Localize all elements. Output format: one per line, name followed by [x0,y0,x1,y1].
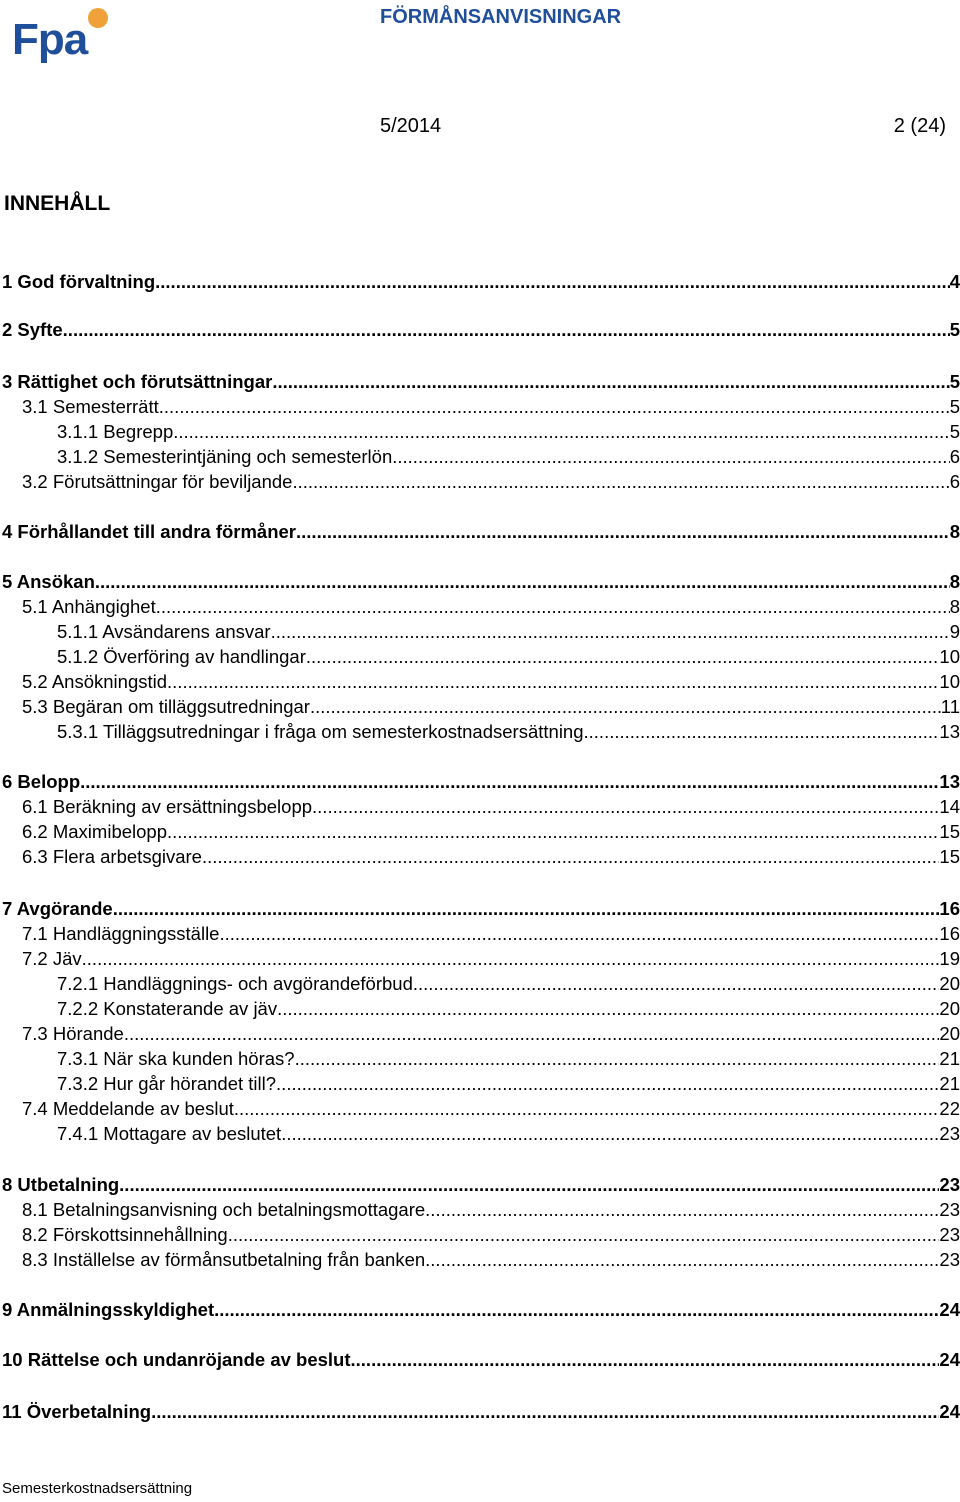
toc-entry-page: 9 [949,621,960,642]
toc-entry-title: 7.3.2 Hur går hörandet till? [57,1073,277,1094]
toc-entry[interactable] [0,845,960,869]
toc-entry-title: 5.3.1 Tilläggsutredningar i fråga om semesterkostnadsersättning [57,721,584,742]
toc-leader-dots [214,1298,939,1322]
document-date: 5/2014 [380,115,442,137]
toc-entry[interactable] [0,1097,960,1121]
toc-leader-dots [295,1047,940,1071]
toc-entry[interactable] [0,1198,960,1222]
toc-leader-dots [219,922,939,946]
toc-leader-dots [202,845,939,869]
toc-entry-page: 21 [939,1073,960,1094]
toc-leader-dots [155,270,950,294]
toc-entry-title: 6.2 Maximibelopp [22,821,167,842]
toc-entry-page: 20 [939,1023,960,1044]
toc-leader-dots [277,997,939,1021]
toc-entry[interactable] [0,947,960,971]
toc-entry-title: 7.2 Jäv [22,948,82,969]
toc-leader-dots [271,620,950,644]
toc-entry[interactable] [0,720,960,744]
toc-entry-page: 21 [939,1048,960,1069]
toc-leader-dots [124,1022,940,1046]
toc-leader-dots [167,820,939,844]
toc-leader-dots [159,395,950,419]
footer-text: Semesterkostnadsersättning [2,1480,193,1497]
toc-entry-title: 3.2 Förutsättningar för beviljande [22,471,293,492]
toc-entry-page: 16 [939,898,960,919]
toc-entry[interactable] [0,645,960,669]
toc-entry-page: 22 [939,1098,960,1119]
toc-entry[interactable] [0,1072,960,1096]
toc-entry-title: 3.1.1 Begrepp [57,421,174,442]
toc-entry[interactable] [0,1298,960,1322]
toc-entry-title: 6.3 Flera arbetsgivare [22,846,202,867]
toc-entry-page: 23 [939,1123,960,1144]
toc-entry-title: 9 Anmälningsskyldighet [2,1299,215,1320]
toc-leader-dots [156,595,950,619]
toc-entry-page: 23 [939,1199,960,1220]
toc-entry-page: 24 [939,1349,960,1370]
toc-entry-page: 8 [949,521,960,542]
toc-leader-dots [228,1223,940,1247]
toc-entry[interactable] [0,1022,960,1046]
toc-entry-title: 8.1 Betalningsanvisning och betalningsmottagare [22,1199,426,1220]
toc-entry-page: 5 [949,396,960,417]
toc-entry[interactable] [0,1173,960,1197]
toc-entry-title: 10 Rättelse och undanröjande av beslut [2,1349,351,1370]
toc-entry-title: 2 Syfte [2,319,63,340]
toc-entry-page: 5 [949,319,960,340]
toc-leader-dots [95,570,950,594]
toc-entry[interactable] [0,795,960,819]
toc-leader-dots [392,445,949,469]
toc-entry-page: 24 [939,1401,960,1422]
toc-entry-title: 7 Avgörande [2,898,113,919]
toc-entry-title: 5.1.1 Avsändarens ansvar [57,621,271,642]
toc-entry-title: 6 Belopp [2,771,81,792]
toc-entry-title: 8.2 Förskottsinnehållning [22,1224,228,1245]
toc-entry[interactable] [0,670,960,694]
toc-entry-page: 11 [940,696,960,717]
toc-entry[interactable] [0,997,960,1021]
toc-leader-dots [292,470,949,494]
toc-heading: INNEHÅLL [4,192,111,215]
toc-entry-title: 4 Förhållandet till andra förmåner [2,521,297,542]
toc-entry-title: 7.2.1 Handläggnings- och avgörandeförbud [57,973,413,994]
toc-leader-dots [151,1400,939,1424]
toc-leader-dots [306,645,940,669]
toc-entry-page: 16 [939,923,960,944]
toc-entry[interactable] [0,972,960,996]
toc-entry[interactable] [0,445,960,469]
toc-leader-dots [272,370,949,394]
toc-entry[interactable] [0,770,960,794]
toc-leader-dots [351,1348,940,1372]
toc-entry[interactable] [0,420,960,444]
toc-entry-title: 11 Överbetalning [2,1401,152,1422]
toc-entry-page: 6 [949,471,960,492]
toc-entry-page: 10 [939,646,960,667]
toc-leader-dots [113,897,940,921]
toc-leader-dots [276,1072,939,1096]
toc-entry-title: 7.3 Hörande [22,1023,124,1044]
toc-leader-dots [584,720,940,744]
toc-entry-title: 7.1 Handläggningsställe [22,923,220,944]
toc-entry-page: 15 [939,821,960,842]
toc-entry-title: 8.3 Inställelse av förmånsutbetalning från banken [22,1249,426,1270]
toc-leader-dots [82,947,940,971]
toc-entry[interactable] [0,695,960,719]
toc-entry-title: 5.1 Anhängighet [22,596,156,617]
fpa-logo [12,6,102,64]
toc-entry-page: 5 [949,371,960,392]
toc-entry-page: 6 [949,446,960,467]
toc-entry-page: 8 [949,596,960,617]
toc-entry-page: 13 [939,721,960,742]
toc-entry-title: 6.1 Beräkning av ersättningsbelopp [22,796,313,817]
toc-entry-title: 7.3.1 När ska kunden höras? [57,1048,295,1069]
toc-entry-title: 3.1.2 Semesterintjäning och semesterlön [57,446,393,467]
toc-entry[interactable] [0,1223,960,1247]
logo-text: Fpa [12,15,88,64]
toc-entry[interactable] [0,520,960,544]
toc-entry-title: 3 Rättighet och förutsättningar [2,371,273,392]
toc-entry-page: 23 [939,1224,960,1245]
toc-leader-dots [167,670,939,694]
toc-entry-title: 7.4.1 Mottagare av beslutet [57,1123,282,1144]
toc-leader-dots [80,770,939,794]
toc-entry-title: 5.1.2 Överföring av handlingar [57,646,306,667]
toc-entry[interactable] [0,318,960,342]
toc-entry-page: 5 [949,421,960,442]
toc-entry-title: 8 Utbetalning [2,1174,120,1195]
page-number: 2 (24) [893,115,946,137]
toc-leader-dots [312,795,939,819]
toc-entry[interactable] [0,897,960,921]
toc-entry[interactable] [0,370,960,394]
toc-leader-dots [413,972,940,996]
toc-entry[interactable] [0,270,960,294]
toc-entry-page: 19 [939,948,960,969]
toc-entry-title: 1 God förvaltning [2,271,156,292]
toc-entry[interactable] [0,620,960,644]
toc-entry[interactable] [0,395,960,419]
toc-leader-dots [425,1248,939,1272]
toc-entry-title: 5.3 Begäran om tilläggsutredningar [22,696,310,717]
toc-entry-title: 5.2 Ansökningstid [22,671,168,692]
toc-leader-dots [63,318,950,342]
toc-entry[interactable] [0,470,960,494]
toc-entry-page: 15 [939,846,960,867]
toc-entry[interactable] [0,1248,960,1272]
toc-entry-page: 4 [949,271,960,292]
toc-leader-dots [119,1173,939,1197]
logo-mark-icon [88,8,108,28]
toc-entry-page: 14 [939,796,960,817]
toc-leader-dots [234,1097,940,1121]
document-type: FÖRMÅNSANVISNINGAR [380,6,622,28]
toc-entry-page: 20 [939,998,960,1019]
toc-entry-page: 10 [939,671,960,692]
toc-entry[interactable] [0,820,960,844]
toc-entry-title: 5 Ansökan [2,571,95,592]
toc-entry-page: 23 [939,1249,960,1270]
toc-entry[interactable] [0,1047,960,1071]
toc-entry-page: 8 [949,571,960,592]
toc-entry[interactable] [0,1348,960,1372]
toc-entry[interactable] [0,1122,960,1146]
toc-leader-dots [281,1122,939,1146]
toc-entry[interactable] [0,922,960,946]
toc-leader-dots [296,520,950,544]
toc-entry-title: 7.4 Meddelande av beslut [22,1098,234,1119]
toc-entry-page: 20 [939,973,960,994]
toc-entry[interactable] [0,570,960,594]
toc-entry[interactable] [0,1400,960,1424]
toc-leader-dots [425,1198,939,1222]
toc-entry-page: 24 [939,1299,960,1320]
toc-entry-title: 3.1 Semesterrätt [22,396,159,417]
toc-entry[interactable] [0,595,960,619]
toc-entry-page: 13 [939,771,960,792]
toc-entry-title: 7.2.2 Konstaterande av jäv [57,998,278,1019]
toc-leader-dots [173,420,949,444]
toc-entry-page: 23 [939,1174,960,1195]
toc-leader-dots [310,695,941,719]
